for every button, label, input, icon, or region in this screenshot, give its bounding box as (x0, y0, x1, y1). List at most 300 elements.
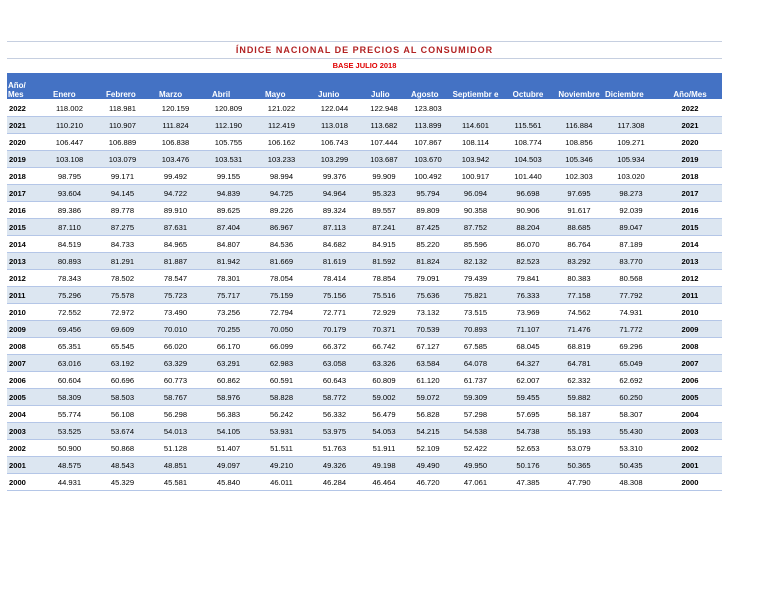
value-cell: 73.490 (149, 304, 202, 321)
value-cell: 87.752 (449, 219, 502, 236)
value-cell: 94.725 (255, 185, 308, 202)
table-row (7, 474, 722, 491)
year-cell-end: 2002 (658, 440, 722, 457)
value-cell: 107.444 (361, 134, 407, 151)
value-cell: 82.523 (502, 253, 554, 270)
table-row (7, 321, 722, 338)
year-cell-end: 2013 (658, 253, 722, 270)
value-cell: 79.841 (502, 270, 554, 287)
value-cell: 90.358 (449, 202, 502, 219)
value-cell: 78.301 (202, 270, 255, 287)
value-cell: 73.969 (502, 304, 554, 321)
value-cell: 70.371 (361, 321, 407, 338)
table-row (7, 457, 722, 474)
value-cell: 106.743 (308, 134, 361, 151)
value-cell: 80.568 (604, 270, 658, 287)
value-cell: 113.018 (308, 117, 361, 134)
value-cell: 48.851 (149, 457, 202, 474)
value-cell: 87.241 (361, 219, 407, 236)
value-cell: 102.303 (554, 168, 604, 185)
value-cell: 72.794 (255, 304, 308, 321)
value-cell: 106.162 (255, 134, 308, 151)
value-cell: 46.011 (255, 474, 308, 491)
value-cell: 60.809 (361, 372, 407, 389)
year-cell: 2018 (7, 168, 43, 185)
value-cell: 89.226 (255, 202, 308, 219)
value-cell: 84.519 (43, 236, 96, 253)
value-cell: 77.158 (554, 287, 604, 304)
value-cell: 105.346 (554, 151, 604, 168)
value-cell: 83.292 (554, 253, 604, 270)
value-cell: 59.002 (361, 389, 407, 406)
value-cell: 52.109 (407, 440, 449, 457)
value-cell: 78.547 (149, 270, 202, 287)
table-row (7, 406, 722, 423)
value-cell: 89.557 (361, 202, 407, 219)
year-cell-end: 2008 (658, 338, 722, 355)
value-cell (502, 100, 554, 117)
value-cell: 70.050 (255, 321, 308, 338)
value-cell: 74.562 (554, 304, 604, 321)
value-cell: 101.440 (502, 168, 554, 185)
year-cell: 2011 (7, 287, 43, 304)
value-cell: 103.108 (43, 151, 96, 168)
value-cell: 81.824 (407, 253, 449, 270)
value-cell: 94.964 (308, 185, 361, 202)
value-cell: 46.284 (308, 474, 361, 491)
value-cell: 75.516 (361, 287, 407, 304)
value-cell: 58.772 (308, 389, 361, 406)
value-cell: 54.053 (361, 423, 407, 440)
value-cell: 84.965 (149, 236, 202, 253)
value-cell: 96.094 (449, 185, 502, 202)
table-row (7, 185, 722, 202)
value-cell: 82.132 (449, 253, 502, 270)
value-cell: 75.636 (407, 287, 449, 304)
value-cell: 108.856 (554, 134, 604, 151)
value-cell: 45.840 (202, 474, 255, 491)
value-cell: 58.767 (149, 389, 202, 406)
value-cell: 98.994 (255, 168, 308, 185)
year-cell: 2020 (7, 134, 43, 151)
value-cell: 72.972 (96, 304, 149, 321)
value-cell: 56.108 (96, 406, 149, 423)
value-cell: 51.407 (202, 440, 255, 457)
value-cell: 81.669 (255, 253, 308, 270)
value-cell: 90.906 (502, 202, 554, 219)
header-marzo: Marzo (149, 73, 202, 100)
year-cell: 2003 (7, 423, 43, 440)
value-cell: 103.299 (308, 151, 361, 168)
value-cell: 100.492 (407, 168, 449, 185)
value-cell: 71.772 (604, 321, 658, 338)
value-cell: 110.210 (43, 117, 96, 134)
value-cell: 53.525 (43, 423, 96, 440)
value-cell: 103.079 (96, 151, 149, 168)
year-cell-end: 2022 (658, 100, 722, 117)
year-cell-end: 2019 (658, 151, 722, 168)
value-cell: 70.179 (308, 321, 361, 338)
page-subtitle: BASE JULIO 2018 (332, 61, 397, 70)
header-agosto: Agosto (407, 73, 449, 100)
year-cell: 2010 (7, 304, 43, 321)
table-row (7, 100, 722, 117)
value-cell: 94.839 (202, 185, 255, 202)
value-cell: 75.821 (449, 287, 502, 304)
value-cell (554, 100, 604, 117)
value-cell: 60.604 (43, 372, 96, 389)
value-cell: 75.159 (255, 287, 308, 304)
table-row (7, 253, 722, 270)
value-cell: 75.723 (149, 287, 202, 304)
value-cell: 63.016 (43, 355, 96, 372)
value-cell: 89.910 (149, 202, 202, 219)
value-cell: 51.128 (149, 440, 202, 457)
value-cell: 56.242 (255, 406, 308, 423)
value-cell (449, 100, 502, 117)
value-cell: 56.383 (202, 406, 255, 423)
year-cell-end: 2005 (658, 389, 722, 406)
value-cell: 65.545 (96, 338, 149, 355)
value-cell: 59.072 (407, 389, 449, 406)
value-cell (604, 100, 658, 117)
value-cell: 44.931 (43, 474, 96, 491)
value-cell: 47.061 (449, 474, 502, 491)
table-row (7, 117, 722, 134)
value-cell: 49.097 (202, 457, 255, 474)
year-cell-end: 2003 (658, 423, 722, 440)
value-cell: 123.803 (407, 100, 449, 117)
value-cell: 88.204 (502, 219, 554, 236)
value-cell: 60.250 (604, 389, 658, 406)
value-cell: 73.132 (407, 304, 449, 321)
value-cell: 66.742 (361, 338, 407, 355)
value-cell: 67.127 (407, 338, 449, 355)
value-cell: 53.079 (554, 440, 604, 457)
value-cell: 58.187 (554, 406, 604, 423)
value-cell: 66.372 (308, 338, 361, 355)
value-cell: 47.385 (502, 474, 554, 491)
value-cell: 49.490 (407, 457, 449, 474)
value-cell: 59.455 (502, 389, 554, 406)
value-cell: 60.862 (202, 372, 255, 389)
value-cell: 81.592 (361, 253, 407, 270)
value-cell: 45.581 (149, 474, 202, 491)
year-cell-end: 2007 (658, 355, 722, 372)
value-cell: 55.193 (554, 423, 604, 440)
value-cell: 65.049 (604, 355, 658, 372)
value-cell: 105.755 (202, 134, 255, 151)
year-cell: 2005 (7, 389, 43, 406)
value-cell: 80.383 (554, 270, 604, 287)
page-title: ÍNDICE NACIONAL DE PRECIOS AL CONSUMIDOR (7, 41, 722, 59)
value-cell: 103.233 (255, 151, 308, 168)
value-cell: 110.907 (96, 117, 149, 134)
value-cell: 99.171 (96, 168, 149, 185)
value-cell: 98.273 (604, 185, 658, 202)
value-cell: 66.099 (255, 338, 308, 355)
header-octubre: Octubre (502, 73, 554, 100)
value-cell: 65.351 (43, 338, 96, 355)
cpi-sheet (7, 41, 722, 491)
year-cell-end: 2016 (658, 202, 722, 219)
value-cell: 87.404 (202, 219, 255, 236)
value-cell: 50.900 (43, 440, 96, 457)
value-cell: 89.047 (604, 219, 658, 236)
value-cell: 105.934 (604, 151, 658, 168)
value-cell: 89.386 (43, 202, 96, 219)
value-cell: 48.575 (43, 457, 96, 474)
year-cell: 2013 (7, 253, 43, 270)
year-cell-end: 2017 (658, 185, 722, 202)
value-cell: 104.503 (502, 151, 554, 168)
year-cell-end: 2021 (658, 117, 722, 134)
table-row (7, 202, 722, 219)
value-cell: 93.604 (43, 185, 96, 202)
year-cell-end: 2004 (658, 406, 722, 423)
year-cell-end: 2020 (658, 134, 722, 151)
header-febrero: Febrero (96, 73, 149, 100)
value-cell: 113.682 (361, 117, 407, 134)
value-cell: 84.536 (255, 236, 308, 253)
value-cell: 84.915 (361, 236, 407, 253)
year-cell-end: 2001 (658, 457, 722, 474)
year-cell: 2021 (7, 117, 43, 134)
cpi-table (7, 73, 722, 491)
value-cell: 112.419 (255, 117, 308, 134)
value-cell: 62.007 (502, 372, 554, 389)
value-cell: 98.795 (43, 168, 96, 185)
value-cell: 117.308 (604, 117, 658, 134)
value-cell: 116.884 (554, 117, 604, 134)
value-cell: 69.456 (43, 321, 96, 338)
value-cell: 103.020 (604, 168, 658, 185)
value-cell: 89.778 (96, 202, 149, 219)
value-cell: 49.198 (361, 457, 407, 474)
year-cell: 2022 (7, 100, 43, 117)
year-cell: 2015 (7, 219, 43, 236)
value-cell: 74.931 (604, 304, 658, 321)
value-cell: 113.899 (407, 117, 449, 134)
value-cell: 46.720 (407, 474, 449, 491)
value-cell: 81.291 (96, 253, 149, 270)
value-cell: 60.643 (308, 372, 361, 389)
value-cell: 56.479 (361, 406, 407, 423)
value-cell: 70.893 (449, 321, 502, 338)
value-cell: 89.625 (202, 202, 255, 219)
value-cell: 78.343 (43, 270, 96, 287)
value-cell: 58.828 (255, 389, 308, 406)
value-cell: 111.824 (149, 117, 202, 134)
table-row (7, 355, 722, 372)
value-cell: 87.425 (407, 219, 449, 236)
value-cell: 80.893 (43, 253, 96, 270)
year-cell: 2001 (7, 457, 43, 474)
value-cell: 54.105 (202, 423, 255, 440)
value-cell: 50.176 (502, 457, 554, 474)
value-cell: 49.326 (308, 457, 361, 474)
value-cell: 63.329 (149, 355, 202, 372)
value-cell: 106.838 (149, 134, 202, 151)
value-cell: 120.809 (202, 100, 255, 117)
value-cell: 94.145 (96, 185, 149, 202)
year-cell: 2012 (7, 270, 43, 287)
header-diciembre: Diciembre (604, 73, 658, 100)
value-cell: 47.790 (554, 474, 604, 491)
value-cell: 95.794 (407, 185, 449, 202)
value-cell: 81.942 (202, 253, 255, 270)
value-cell: 63.326 (361, 355, 407, 372)
value-cell: 71.107 (502, 321, 554, 338)
value-cell: 61.737 (449, 372, 502, 389)
value-cell: 46.464 (361, 474, 407, 491)
year-cell-end: 2006 (658, 372, 722, 389)
value-cell: 64.327 (502, 355, 554, 372)
value-cell: 60.591 (255, 372, 308, 389)
value-cell: 58.309 (43, 389, 96, 406)
header-julio: Julio (361, 73, 407, 100)
value-cell: 118.002 (43, 100, 96, 117)
value-cell: 89.324 (308, 202, 361, 219)
value-cell: 103.687 (361, 151, 407, 168)
value-cell: 106.447 (43, 134, 96, 151)
value-cell: 57.298 (449, 406, 502, 423)
value-cell: 51.763 (308, 440, 361, 457)
value-cell: 54.013 (149, 423, 202, 440)
value-cell: 54.738 (502, 423, 554, 440)
table-body (7, 100, 722, 491)
year-cell: 2017 (7, 185, 43, 202)
value-cell: 99.909 (361, 168, 407, 185)
value-cell: 97.695 (554, 185, 604, 202)
value-cell: 103.476 (149, 151, 202, 168)
value-cell: 59.309 (449, 389, 502, 406)
table-row (7, 219, 722, 236)
value-cell: 76.333 (502, 287, 554, 304)
value-cell: 85.596 (449, 236, 502, 253)
value-cell: 84.682 (308, 236, 361, 253)
value-cell: 53.310 (604, 440, 658, 457)
year-cell-end: 2011 (658, 287, 722, 304)
table-row (7, 338, 722, 355)
year-cell-end: 2000 (658, 474, 722, 491)
value-cell: 84.807 (202, 236, 255, 253)
value-cell: 67.585 (449, 338, 502, 355)
value-cell: 62.983 (255, 355, 308, 372)
value-cell: 64.781 (554, 355, 604, 372)
value-cell: 120.159 (149, 100, 202, 117)
value-cell: 66.170 (202, 338, 255, 355)
year-cell: 2019 (7, 151, 43, 168)
value-cell: 51.511 (255, 440, 308, 457)
value-cell: 112.190 (202, 117, 255, 134)
value-cell: 78.054 (255, 270, 308, 287)
value-cell: 72.552 (43, 304, 96, 321)
year-cell: 2009 (7, 321, 43, 338)
value-cell: 56.298 (149, 406, 202, 423)
value-cell: 87.189 (604, 236, 658, 253)
value-cell: 70.255 (202, 321, 255, 338)
table-row (7, 304, 722, 321)
header-junio: Junio (308, 73, 361, 100)
table-row (7, 372, 722, 389)
value-cell: 86.070 (502, 236, 554, 253)
header-row (7, 73, 722, 100)
value-cell: 60.773 (149, 372, 202, 389)
value-cell: 51.911 (361, 440, 407, 457)
value-cell: 99.376 (308, 168, 361, 185)
value-cell: 72.929 (361, 304, 407, 321)
value-cell: 50.868 (96, 440, 149, 457)
value-cell: 118.981 (96, 100, 149, 117)
value-cell: 83.770 (604, 253, 658, 270)
value-cell: 58.307 (604, 406, 658, 423)
value-cell: 108.114 (449, 134, 502, 151)
header-year-end: Año/Mes (658, 73, 722, 100)
year-cell-end: 2014 (658, 236, 722, 253)
value-cell: 109.271 (604, 134, 658, 151)
value-cell: 86.764 (554, 236, 604, 253)
value-cell: 92.039 (604, 202, 658, 219)
table-row (7, 389, 722, 406)
value-cell: 106.889 (96, 134, 149, 151)
value-cell: 103.531 (202, 151, 255, 168)
value-cell: 88.685 (554, 219, 604, 236)
value-cell: 122.948 (361, 100, 407, 117)
value-cell: 63.192 (96, 355, 149, 372)
year-cell-end: 2010 (658, 304, 722, 321)
table-row (7, 236, 722, 253)
value-cell: 54.215 (407, 423, 449, 440)
value-cell: 63.584 (407, 355, 449, 372)
year-cell: 2004 (7, 406, 43, 423)
value-cell: 56.828 (407, 406, 449, 423)
value-cell: 87.110 (43, 219, 96, 236)
value-cell: 75.156 (308, 287, 361, 304)
value-cell: 81.887 (149, 253, 202, 270)
year-cell-end: 2009 (658, 321, 722, 338)
year-cell: 2008 (7, 338, 43, 355)
year-cell-end: 2012 (658, 270, 722, 287)
value-cell: 63.058 (308, 355, 361, 372)
value-cell: 115.561 (502, 117, 554, 134)
value-cell: 85.220 (407, 236, 449, 253)
value-cell: 58.976 (202, 389, 255, 406)
value-cell: 63.291 (202, 355, 255, 372)
value-cell: 91.617 (554, 202, 604, 219)
value-cell: 103.942 (449, 151, 502, 168)
value-cell: 87.275 (96, 219, 149, 236)
value-cell: 62.332 (554, 372, 604, 389)
value-cell: 73.515 (449, 304, 502, 321)
value-cell: 55.774 (43, 406, 96, 423)
value-cell: 49.950 (449, 457, 502, 474)
value-cell: 50.435 (604, 457, 658, 474)
value-cell: 103.670 (407, 151, 449, 168)
value-cell: 52.422 (449, 440, 502, 457)
value-cell: 68.819 (554, 338, 604, 355)
value-cell: 77.792 (604, 287, 658, 304)
value-cell: 99.492 (149, 168, 202, 185)
value-cell: 58.503 (96, 389, 149, 406)
value-cell: 61.120 (407, 372, 449, 389)
value-cell: 73.256 (202, 304, 255, 321)
table-row (7, 440, 722, 457)
year-cell: 2006 (7, 372, 43, 389)
value-cell: 66.020 (149, 338, 202, 355)
value-cell: 64.078 (449, 355, 502, 372)
value-cell: 50.365 (554, 457, 604, 474)
